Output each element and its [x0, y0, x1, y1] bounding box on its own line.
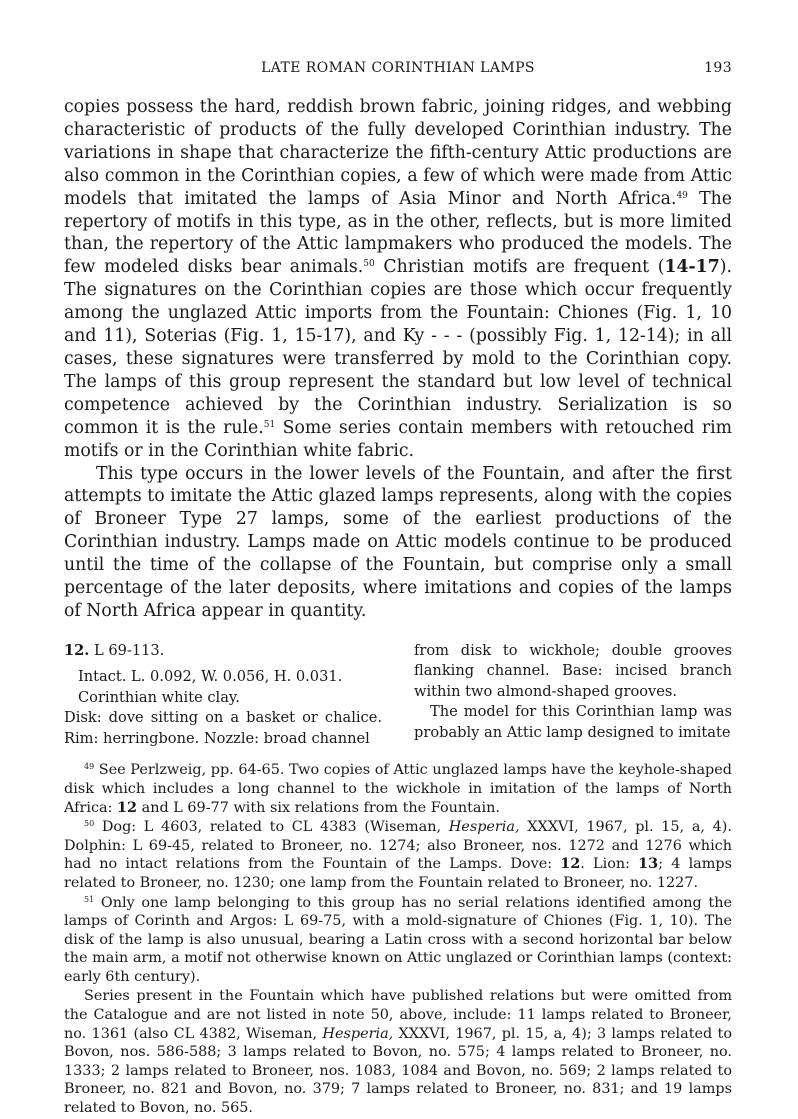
footnote-49: $^{49}$ See Perlzweig, pp. 64-65. Two copies of Attic unglazed lamps have the keyhole-shaped disk which includes a long channel to the wickhole in imitation of the lamps of North Africa: 12 and L 69-77 with six relations from the Fountain. — [64, 762, 732, 816]
footnote-51: $^{51}$ Only one lamp belonging to this group has no serial relations identified among the lamps of Corinth and Argos: L 69-75, with a mold-signature of Chiones (Fig. 1, 10). The disk of the lamp is also unusual, bearing a Latin cross with a second horizontal bar below the main arm, a motif not otherwise known on Attic unglazed or Corinthian lamps (context: early 6th century). — [64, 894, 732, 985]
catalogue-left-column — [64, 641, 382, 750]
catalogue-heading — [64, 641, 382, 662]
catalogue-right-column — [414, 641, 732, 750]
footnote-ref-51: 51 — [263, 419, 276, 430]
running-title: LATE ROMAN CORINTHIAN LAMPS — [261, 60, 535, 76]
catalogue-comment: The model for this Corinthian lamp was probably an Attic lamp designed to imitate — [414, 703, 732, 741]
catalogue-ref-14-17: 14-17 — [664, 257, 720, 278]
footnotes — [64, 761, 732, 1117]
description-continued: from disk to wickhole; double grooves flanking channel. Base: incised branch within two almond-shaped grooves. — [414, 641, 732, 700]
running-header — [64, 60, 732, 82]
main-text — [64, 96, 732, 623]
footnote-51-series: Series present in the Fountain which have published relations but were omitted from the Catalogue and are not listed in note 50, above, include: 11 lamps related to Broneer, no. 1361 (also CL 4382, Wiseman, Hesperia, XXXVI, 1967, pl. 15, a, 4); 3 lamps related to Bovon, nos. 586-588; 3 lamps related to Bovon, no. 575; 4 lamps related to Broneer, no. 1333; 2 lamps related to Broneer, nos. 1083, 1084 and Bovon, no. 569; 2 lamps related to Broneer, no. 821 and Bovon, no. 379; 7 lamps related to Broneer, no. 831; and 19 lamps related to Bovon, no. 565. — [64, 988, 732, 1117]
footnote-ref-50: 50 — [363, 259, 375, 270]
paragraph-1: copies possess the hard, reddish brown fabric, joining ridges, and webbing characteristic of products of the fully developed Corinthian industry. The variations in shape that characterize the fifth-century Attic productions are also common in the Corinthian copies, a few of which were made from Attic models that imitated the lamps of Asia Minor and North Africa.$^{49}$ The repertory of motifs in this type, as in the other, reflects, but is more limited than, the repertory of the Attic lampmakers who produced the models. The few modeled disks bear animals.$^{50}$ Christian motifs are frequent (14-17). The signatures on the Corinthian copies are those which occur frequently among the unglazed Attic imports from the Fountain: Chiones (Fig. 1, 10 and 11), Soterias (Fig. 1, 15-17), and Ky - - - (possibly Fig. 1, 12-14); in all cases, these signatures were transferred by mold to the Corinthian copy. The lamps of this group represent the standard but low level of technical competence achieved by the Corinthian industry. Serialization is so common it is the rule.$^{51}$ Some series contain members with retouched rim motifs or in the Corinthian white fabric. — [64, 97, 732, 461]
footnote-50: $^{50}$ Dog: L 4603, related to CL 4383 (Wiseman, Hesperia, XXXVI, 1967, pl. 15, a, 4). Dolphin: L 69-45, related to Broneer, no. 1274; also Broneer, nos. 1272 and 1276 which had no intact relations from the Fountain of the Lamps. Dove: 12. Lion: 13; 4 lamps related to Broneer, no. 1230; one lamp from the Fountain related to Broneer, no. 1227. — [64, 819, 732, 891]
description: Disk: dove sitting on a basket or chalice. Rim: herringbone. Nozzle: broad channel — [64, 709, 382, 747]
dimensions: Intact. L. 0.092, W. 0.056, H. 0.031. — [78, 668, 343, 686]
page-number: 193 — [704, 60, 732, 76]
inventory-number: L 69-113. — [94, 641, 165, 659]
catalogue-number: 12. — [64, 641, 90, 659]
paragraph-2: This type occurs in the lower levels of the Fountain, and after the first attempts to imitate the Attic glazed lamps represents, along with the copies of Broneer Type 27 lamps, some of the earliest productions of the Corinthian industry. Lamps made on Attic models continue to be produced until the time of the collapse of the Fountain, but comprise only a small percentage of the later deposits, where imitations and copies of the lamps of North Africa appear in quantity. — [64, 463, 732, 621]
page — [64, 60, 732, 1119]
catalogue-entry — [64, 641, 732, 750]
fabric: Corinthian white clay. — [78, 688, 240, 706]
footnote-ref-49: 49 — [676, 190, 688, 201]
